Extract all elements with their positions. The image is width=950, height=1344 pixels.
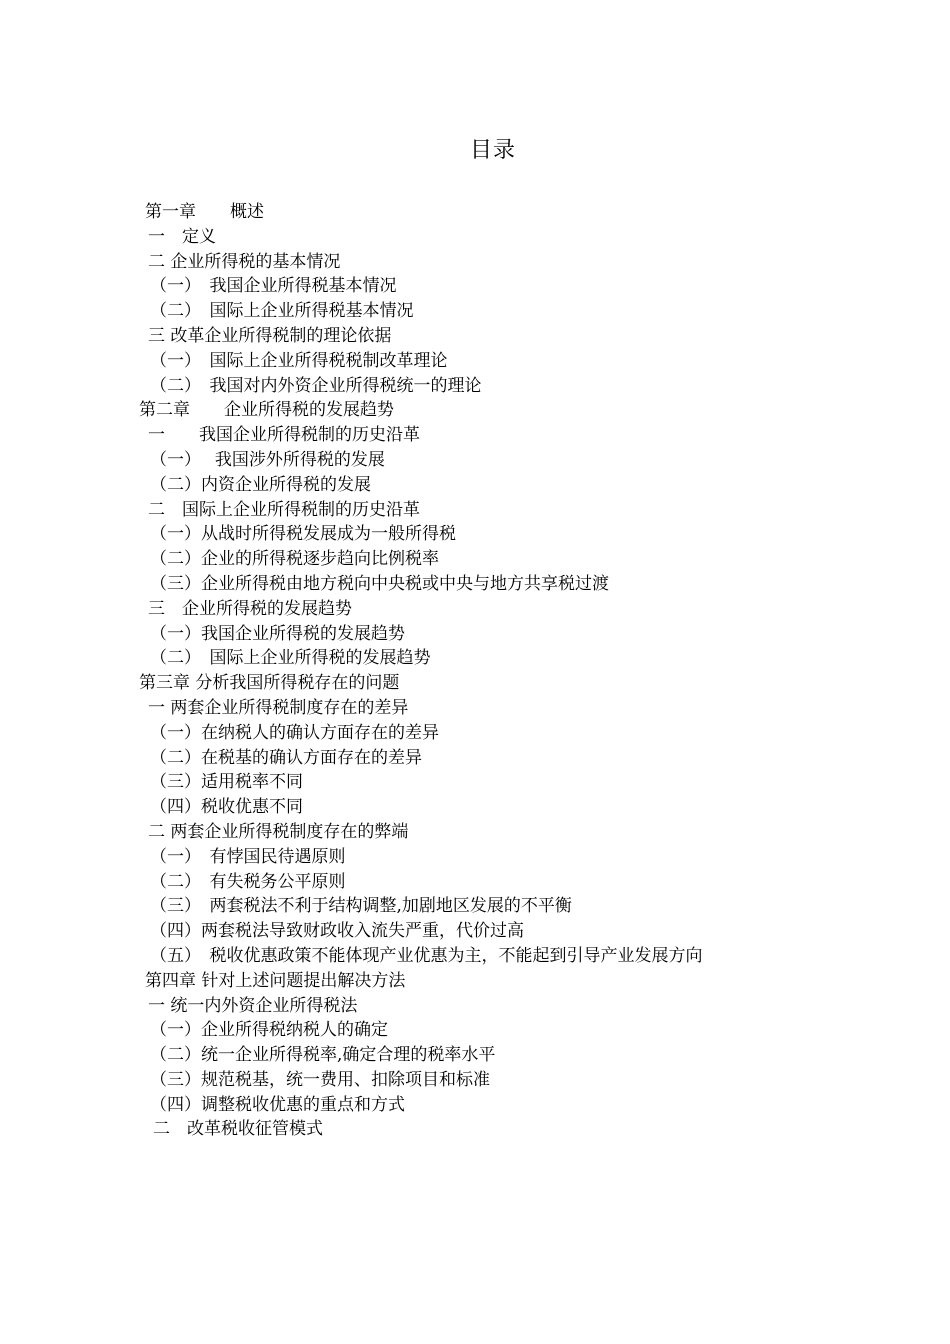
toc-section: 一 定义 [148,226,216,247]
toc-subsection: （四）两套税法导致财政收入流失严重，代价过高 [150,921,524,942]
toc-subsection: （二）内资企业所得税的发展 [150,474,371,495]
toc-subsection: （三） 两套税法不利于结构调整,加剧地区发展的不平衡 [150,896,572,917]
toc-subsection: （五） 税收优惠政策不能体现产业优惠为主，不能起到引导产业发展方向 [150,945,703,966]
toc-chapter: 第三章 分析我国所得税存在的问题 [139,673,400,694]
toc-subsection: （一） 我国企业所得税基本情况 [150,276,397,297]
toc-section: 二 国际上企业所得税制的历史沿革 [148,499,420,520]
toc-subsection: （二）在税基的确认方面存在的差异 [150,747,422,768]
toc-subsection: （一） 国际上企业所得税税制改革理论 [150,350,448,371]
toc-subsection: （一）在纳税人的确认方面存在的差异 [150,722,439,743]
toc-section: 一 两套企业所得税制度存在的差异 [148,697,409,718]
toc-section: 三 改革企业所得税制的理论依据 [148,325,392,346]
toc-subsection: （二） 国际上企业所得税的发展趋势 [150,648,431,669]
toc-section: 二 两套企业所得税制度存在的弊端 [148,821,409,842]
toc-subsection: （一）企业所得税纳税人的确定 [150,1020,388,1041]
toc-subsection: （三）规范税基，统一费用、扣除项目和标准 [150,1069,490,1090]
toc-chapter: 第四章 针对上述问题提出解决方法 [145,970,406,991]
toc-subsection: （一）我国企业所得税的发展趋势 [150,623,405,644]
toc-section: 二 改革税收征管模式 [153,1119,323,1140]
toc-subsection: （二） 国际上企业所得税基本情况 [150,301,414,322]
toc-list [0,200,950,1142]
toc-section: 一 我国企业所得税制的历史沿革 [148,425,420,446]
toc-subsection: （二）统一企业所得税率,确定合理的税率水平 [150,1045,496,1066]
toc-subsection: （三）适用税率不同 [150,772,303,793]
toc-section: 三 企业所得税的发展趋势 [148,598,352,619]
toc-subsection: （一）从战时所得税发展成为一般所得税 [150,524,456,545]
toc-subsection: （一） 我国涉外所得税的发展 [150,449,385,470]
toc-subsection: （二） 有失税务公平原则 [150,871,346,892]
toc-subsection: （三）企业所得税由地方税向中央税或中央与地方共享税过渡 [150,573,609,594]
toc-chapter: 第二章 企业所得税的发展趋势 [139,400,394,421]
toc-section: 二 企业所得税的基本情况 [148,251,341,272]
toc-section: 一 统一内外资企业所得税法 [148,995,358,1016]
toc-subsection: （四）税收优惠不同 [150,797,303,818]
toc-subsection: （一） 有悖国民待遇原则 [150,846,346,867]
toc-subsection: （四）调整税收优惠的重点和方式 [150,1094,405,1115]
toc-title: 目录 [469,138,516,163]
toc-subsection: （二） 我国对内外资企业所得税统一的理论 [150,375,482,396]
toc-chapter: 第一章 概述 [145,202,264,222]
toc-subsection: （二）企业的所得税逐步趋向比例税率 [150,549,439,570]
